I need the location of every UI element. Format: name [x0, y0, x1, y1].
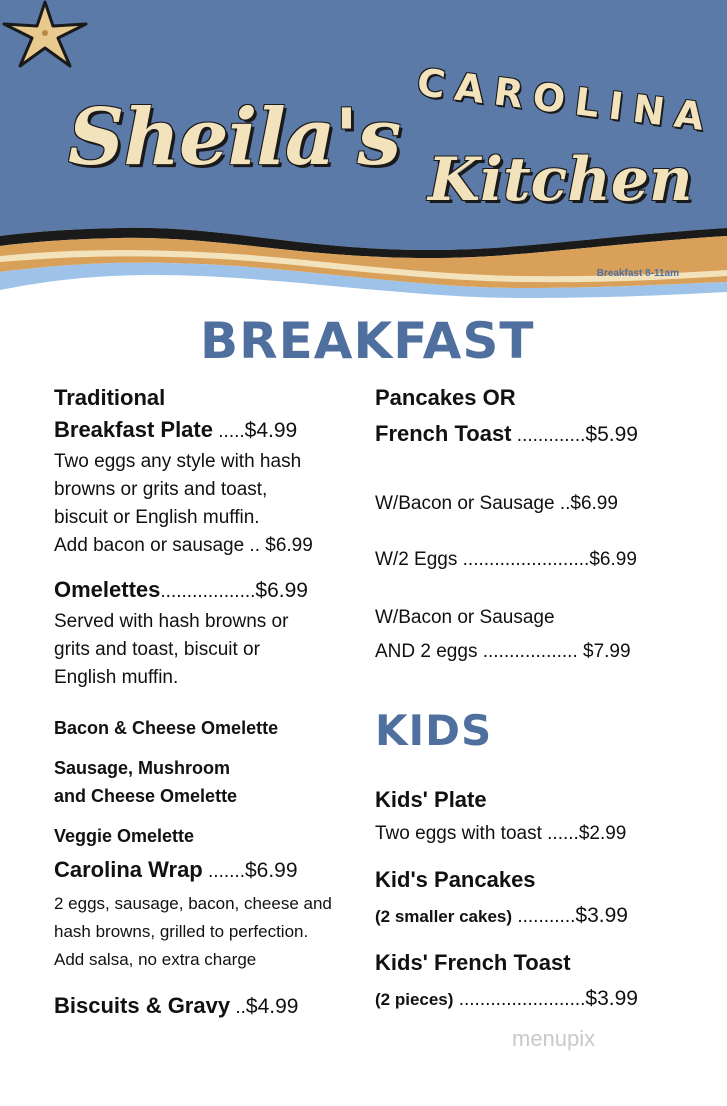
pancakes-dots: .............: [511, 425, 586, 446]
pancakes-option-bacon: W/Bacon or Sausage ..$6.99: [375, 493, 618, 514]
omelettes-row: [54, 576, 354, 606]
kids-toast-name: Kids' French Toast: [375, 950, 571, 975]
pancakes-title-line1: Pancakes OR: [375, 385, 516, 410]
pancakes-row: [375, 420, 665, 450]
pancakes-name: French Toast: [375, 421, 512, 446]
biscuits-row: [54, 992, 354, 1022]
omelettes-desc-1: Served with hash browns or: [54, 611, 289, 632]
kids-plate-desc: Two eggs with toast ......$2.99: [375, 823, 627, 844]
omelettes-desc-2: grits and toast, biscuit or: [54, 639, 260, 660]
traditional-desc-1: Two eggs any style with hash: [54, 451, 302, 472]
kids-title: KIDS: [375, 706, 493, 755]
traditional-desc-3: biscuit or English muffin.: [54, 507, 260, 528]
kids-toast-row: [375, 985, 675, 1014]
wrap-name: Carolina Wrap: [54, 857, 203, 882]
breakfast-hours: Breakfast 8-11am: [596, 268, 679, 279]
biscuits-dots: ..: [230, 997, 246, 1018]
menu-header: [0, 0, 727, 300]
omelettes-name: Omelettes: [54, 577, 161, 602]
traditional-title-line1: Traditional: [54, 385, 166, 410]
kids-pancakes-dots: ...........: [512, 906, 576, 927]
brand-name-sheilas: Sheila's: [68, 92, 401, 183]
right-menu-column: [375, 384, 665, 666]
omelette-type-veggie: Veggie Omelette: [54, 826, 195, 846]
biscuits-price: $4.99: [245, 995, 299, 1018]
traditional-title-line2: [54, 416, 354, 446]
wrap-price: $6.99: [244, 859, 298, 882]
kids-menu: [375, 786, 675, 1014]
traditional-dots: .....: [212, 421, 245, 442]
breakfast-title: BREAKFAST: [200, 312, 535, 370]
omelettes-price: $6.99: [255, 579, 308, 602]
pancakes-option-eggs: W/2 Eggs ........................$6.99: [375, 549, 637, 570]
pancakes-price: $5.99: [585, 423, 638, 446]
kids-toast-desc: (2 pieces): [375, 990, 454, 1009]
pancakes-option-bacon-eggs-2: AND 2 eggs .................. $7.99: [375, 641, 631, 662]
kids-plate-name: Kids' Plate: [375, 787, 487, 812]
omelettes-dots: ..................: [160, 581, 256, 602]
wrap-desc-1: 2 eggs, sausage, bacon, cheese and: [54, 894, 332, 913]
kids-toast-price: $3.99: [585, 987, 638, 1010]
brand-name-kitchen: Kitchen: [428, 145, 693, 215]
brand-name-carolina: CAROLINA: [414, 60, 717, 141]
kids-toast-dots: ........................: [453, 989, 586, 1010]
omelette-type-sausage-mushroom-2: and Cheese Omelette: [54, 786, 238, 806]
wrap-row: [54, 856, 354, 886]
kids-pancakes-price: $3.99: [575, 904, 628, 927]
traditional-name: Breakfast Plate: [54, 417, 213, 442]
pancakes-option-bacon-eggs-1: W/Bacon or Sausage: [375, 607, 555, 628]
traditional-price: $4.99: [244, 419, 298, 442]
starfish-icon: [0, 0, 90, 70]
wrap-desc-2: hash browns, grilled to perfection.: [54, 922, 309, 941]
omelette-type-bacon-cheese: Bacon & Cheese Omelette: [54, 718, 279, 738]
omelettes-desc-3: English muffin.: [54, 667, 179, 688]
left-menu-column: [54, 384, 354, 1022]
menupix-watermark: menupix: [512, 1026, 596, 1051]
traditional-addon: Add bacon or sausage .. $6.99: [54, 535, 313, 556]
traditional-desc-2: browns or grits and toast,: [54, 479, 268, 500]
kids-pancakes-desc: (2 smaller cakes): [375, 907, 513, 926]
wrap-dots: .......: [202, 861, 245, 882]
kids-pancakes-name: Kid's Pancakes: [375, 867, 536, 892]
wrap-desc-3: Add salsa, no extra charge: [54, 950, 257, 969]
omelette-type-sausage-mushroom: Sausage, Mushroom: [54, 758, 231, 778]
kids-pancakes-row: [375, 902, 675, 931]
biscuits-name: Biscuits & Gravy: [54, 993, 231, 1018]
